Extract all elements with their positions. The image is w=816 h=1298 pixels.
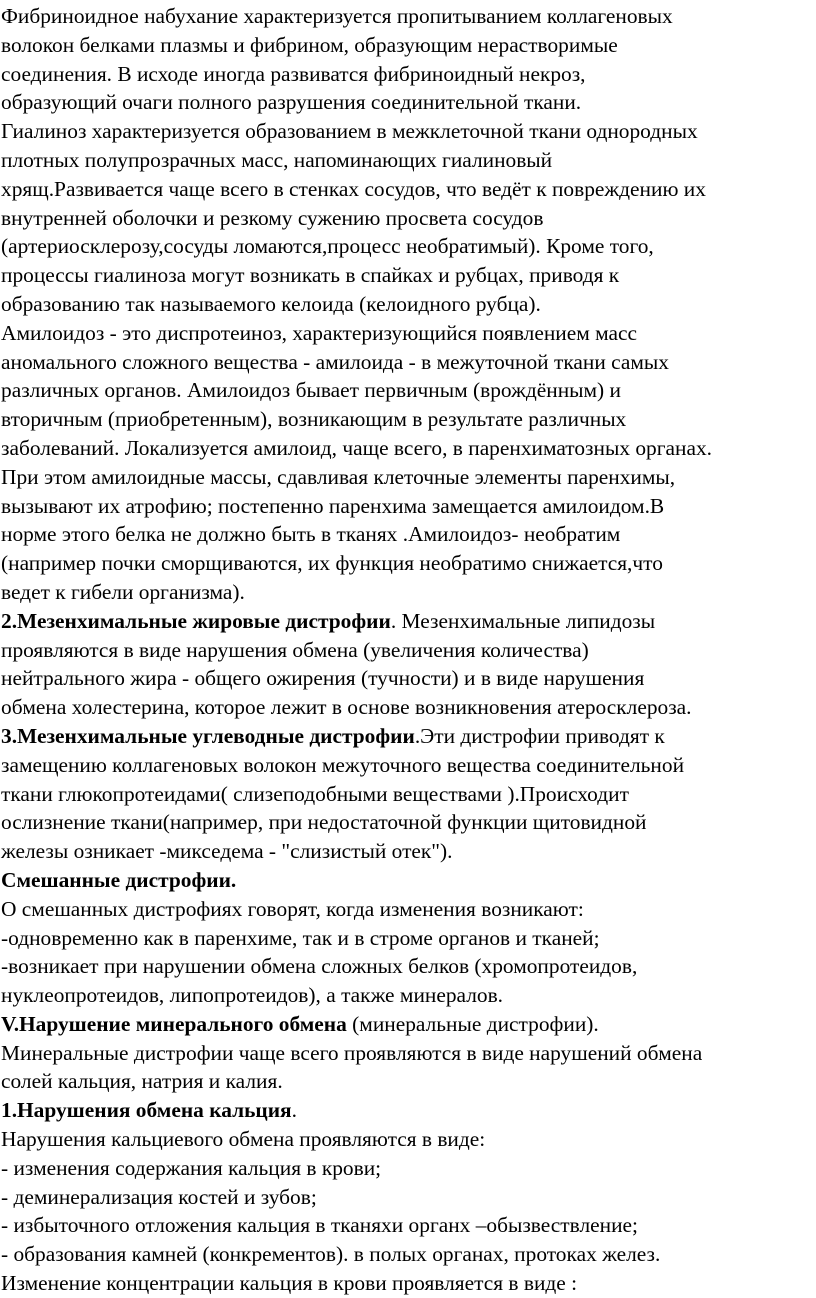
text-line	[1, 607, 816, 636]
body-text: солей кальция, натрия и калия.	[1, 1069, 283, 1094]
body-text: процессы гиалиноза могут возникать в спайках и рубцах, приводя к	[1, 263, 620, 288]
text-line	[1, 837, 816, 866]
bold-heading-text: 3.Мезенхимальные углеводные дистрофии	[1, 723, 415, 748]
body-text: Гиалиноз характеризуется образованием в межклеточной ткани однородных	[1, 119, 698, 144]
text-line	[1, 549, 816, 578]
text-line	[1, 808, 816, 837]
text-line	[1, 405, 816, 434]
body-text: проявляются в виде нарушения обмена (увеличения количества)	[1, 637, 589, 662]
text-line	[1, 952, 816, 981]
text-line	[1, 88, 816, 117]
body-text: соединения. В исходе иногда развиватся фибриноидный некроз,	[1, 61, 586, 86]
body-text: -одновременно как в паренхиме, так и в строме органов и тканей;	[1, 925, 600, 950]
body-text: железы озникает -микседема - "слизистый отек").	[1, 839, 453, 864]
bold-heading-text: V.Нарушение минерального обмена	[1, 1011, 347, 1036]
text-line	[1, 175, 816, 204]
body-text: норме этого белка не должно быть в тканях .Амилоидоз- необратим	[1, 522, 621, 547]
text-line	[1, 866, 816, 895]
body-text: замещению коллагеновых волокон межуточного вещества соединительной	[1, 752, 685, 777]
body-text: ведет к гибели организма).	[1, 579, 245, 604]
text-line	[1, 1039, 816, 1068]
text-line	[1, 636, 816, 665]
text-line	[1, 290, 816, 319]
text-line	[1, 146, 816, 175]
body-text: (например почки сморщиваются, их функция необратимо снижается,что	[1, 551, 663, 576]
bold-heading-text: 2.Мезенхимальные жировые дистрофии	[1, 608, 391, 633]
text-line	[1, 261, 816, 290]
body-text: ослизнение ткани(например, при недостаточной функции щитовидной	[1, 810, 647, 835]
body-text: Минеральные дистрофии чаще всего проявляются в виде нарушений обмена	[1, 1040, 703, 1065]
body-text: образованию так называемого келоида (келоидного рубца).	[1, 291, 541, 316]
body-text: -возникает при нарушении обмена сложных белков (хромопротеидов,	[1, 954, 638, 979]
body-text: О смешанных дистрофиях говорят, когда изменения возникают:	[1, 896, 584, 921]
body-text: - избыточного отложения кальция в тканяхи органх –обызвествление;	[1, 1213, 638, 1238]
text-line	[1, 1125, 816, 1154]
body-text: . Мезенхимальные липидозы	[390, 608, 656, 633]
body-text: различных органов. Амилоидоз бывает первичным (врождённым) и	[1, 378, 621, 403]
text-line	[1, 232, 816, 261]
text-line	[1, 1067, 816, 1096]
text-line	[1, 1183, 816, 1212]
text-line	[1, 348, 816, 377]
body-text: аномального сложного вещества - амилоида - в межуточной ткани самых	[1, 349, 669, 374]
text-line	[1, 751, 816, 780]
body-text: - изменения содержания кальция в крови;	[1, 1155, 382, 1180]
body-text: образующий очаги полного разрушения соединительной ткани.	[1, 90, 582, 115]
body-text: ткани глюкопротеидами( слизеподобными веществами ).Происходит	[1, 781, 629, 806]
body-text: нуклеопротеидов, липопротеидов), а также минералов.	[1, 983, 504, 1008]
body-text: вторичным (приобретенным), возникающим в результате различных	[1, 407, 627, 432]
text-line	[1, 319, 816, 348]
body-text: (минеральные дистрофии).	[346, 1011, 599, 1036]
text-line	[1, 60, 816, 89]
body-text: заболеваний. Локализуется амилоид, чаще всего, в паренхиматозных органах.	[1, 435, 713, 460]
text-line	[1, 2, 816, 31]
body-text: .	[291, 1098, 297, 1123]
body-text: Фибриноидное набухание характеризуется пропитыванием коллагеновых	[1, 4, 673, 28]
body-text: Нарушения кальциевого обмена проявляются в виде:	[1, 1127, 486, 1152]
body-text: - деминерализация костей и зубов;	[1, 1184, 317, 1209]
text-line	[1, 1154, 816, 1183]
text-line	[1, 376, 816, 405]
text-line	[1, 664, 816, 693]
body-text: внутренней оболочки и резкому сужению просвета сосудов	[1, 205, 544, 230]
text-line	[1, 463, 816, 492]
text-line	[1, 722, 816, 751]
text-line	[1, 895, 816, 924]
body-text: обмена холестерина, которое лежит в основе возникновения атеросклероза.	[1, 695, 692, 720]
body-text: При этом амилоидные массы, сдавливая клеточные элементы паренхимы,	[1, 464, 676, 489]
text-line	[1, 31, 816, 60]
text-line	[1, 1211, 816, 1240]
text-line	[1, 578, 816, 607]
bold-heading-text: Смешанные дистрофии.	[1, 867, 237, 892]
text-line	[1, 780, 816, 809]
text-line	[1, 693, 816, 722]
body-text: плотных полупрозрачных масс, напоминающих гиалиновый	[1, 147, 553, 172]
document-text-body	[1, 2, 816, 1298]
body-text: вызывают их атрофию; постепенно паренхима замещается амилоидом.В	[1, 493, 665, 518]
text-line	[1, 204, 816, 233]
text-line	[1, 520, 816, 549]
bold-heading-text: 1.Нарушения обмена кальция	[1, 1098, 292, 1123]
text-line	[1, 981, 816, 1010]
body-text: нейтрального жира - общего ожирения (тучности) и в виде нарушения	[1, 666, 645, 691]
text-line	[1, 117, 816, 146]
text-line	[1, 1096, 816, 1125]
body-text: .Эти дистрофии приводят к	[414, 723, 665, 748]
body-text: хрящ.Развивается чаще всего в стенках сосудов, что ведёт к повреждению их	[1, 176, 706, 201]
text-line	[1, 492, 816, 521]
text-line	[1, 1240, 816, 1269]
text-line	[1, 434, 816, 463]
body-text: волокон белками плазмы и фибрином, образующим нерастворимые	[1, 32, 618, 57]
text-line	[1, 1269, 816, 1298]
body-text: (артериосклерозу,сосуды ломаются,процесс необратимый). Кроме того,	[1, 234, 654, 259]
body-text: - образования камней (конкрементов). в полых органах, протоках желез.	[1, 1242, 661, 1267]
text-line	[1, 924, 816, 953]
text-line	[1, 1010, 816, 1039]
body-text: Изменение концентрации кальция в крови проявляется в виде :	[1, 1271, 578, 1296]
body-text: Амилоидоз - это диспротеиноз, характеризующийся появлением масс	[1, 320, 637, 345]
